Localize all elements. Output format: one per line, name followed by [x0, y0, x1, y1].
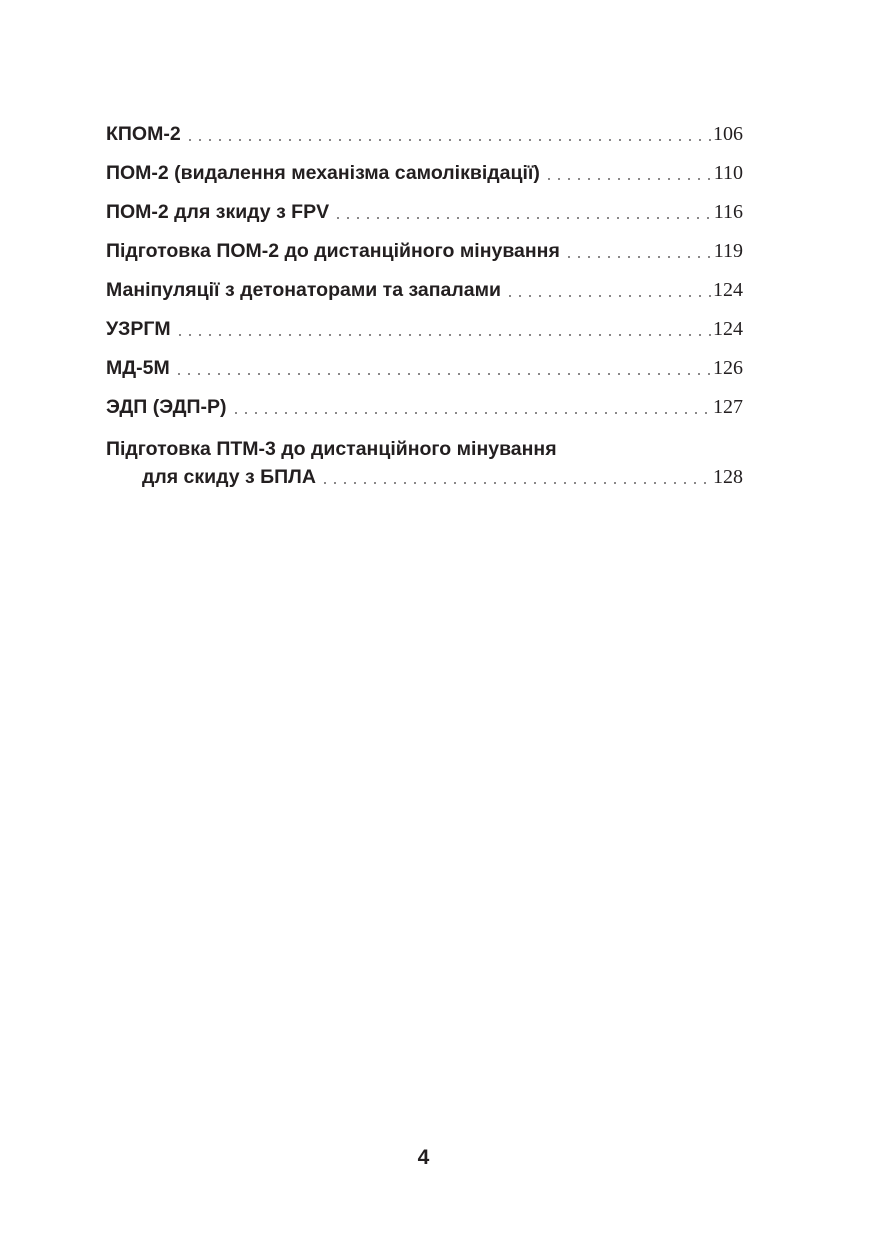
toc-entry-title: КПОМ-2	[106, 123, 181, 145]
toc-entry-title: УЗРГМ	[106, 318, 171, 340]
toc-entry-title: Підготовка ПОМ-2 до дистанційного мінування	[106, 240, 560, 262]
toc-entry[interactable]	[106, 426, 743, 492]
toc-entry[interactable]	[106, 387, 743, 426]
toc-entry-title: ПОМ-2 для зкиду з FPV	[106, 201, 330, 223]
toc-entry-page: 124	[713, 318, 743, 340]
toc-entry-page: 119	[713, 240, 743, 262]
toc-entry[interactable]	[106, 192, 743, 231]
toc-entry-page: 126	[713, 357, 743, 379]
dot-leader	[231, 412, 712, 414]
toc-entry[interactable]	[106, 153, 743, 192]
toc-entry-page: 106	[713, 123, 743, 145]
toc-entry[interactable]	[106, 348, 743, 387]
toc-entry-title: Підготовка ПТМ-3 до дистанційного мінування	[106, 438, 557, 460]
toc-entry[interactable]	[106, 270, 743, 309]
toc-entry-title: ЭДП (ЭДП-Р)	[106, 396, 227, 418]
toc-entry[interactable]	[106, 114, 743, 153]
toc-entry-page: 110	[713, 162, 743, 184]
dot-leader	[185, 139, 711, 141]
page-number: 4	[417, 1146, 430, 1169]
dot-leader	[175, 334, 711, 336]
toc-entry-page: 127	[713, 396, 743, 418]
toc-entry[interactable]	[106, 231, 743, 270]
toc-entry-title: ПОМ-2 (видалення механізма самоліквідації)	[106, 162, 540, 184]
dot-leader	[505, 295, 711, 297]
dot-leader	[544, 178, 712, 180]
dot-leader	[333, 217, 712, 219]
toc-entry-page: 116	[713, 201, 743, 223]
toc-entry-title-continued: для скиду з БПЛА	[142, 466, 316, 488]
dot-leader	[564, 256, 712, 258]
toc-entry-page: 128	[713, 466, 743, 488]
toc-entry[interactable]	[106, 309, 743, 348]
toc-entry-continuation	[106, 462, 743, 492]
toc-entry-title: Маніпуляції з детонаторами та запалами	[106, 279, 502, 301]
dot-leader	[174, 373, 711, 375]
toc-entry-page: 124	[713, 279, 743, 301]
dot-leader	[320, 482, 711, 484]
table-of-contents	[106, 114, 743, 492]
toc-entry-title: МД-5М	[106, 357, 170, 379]
